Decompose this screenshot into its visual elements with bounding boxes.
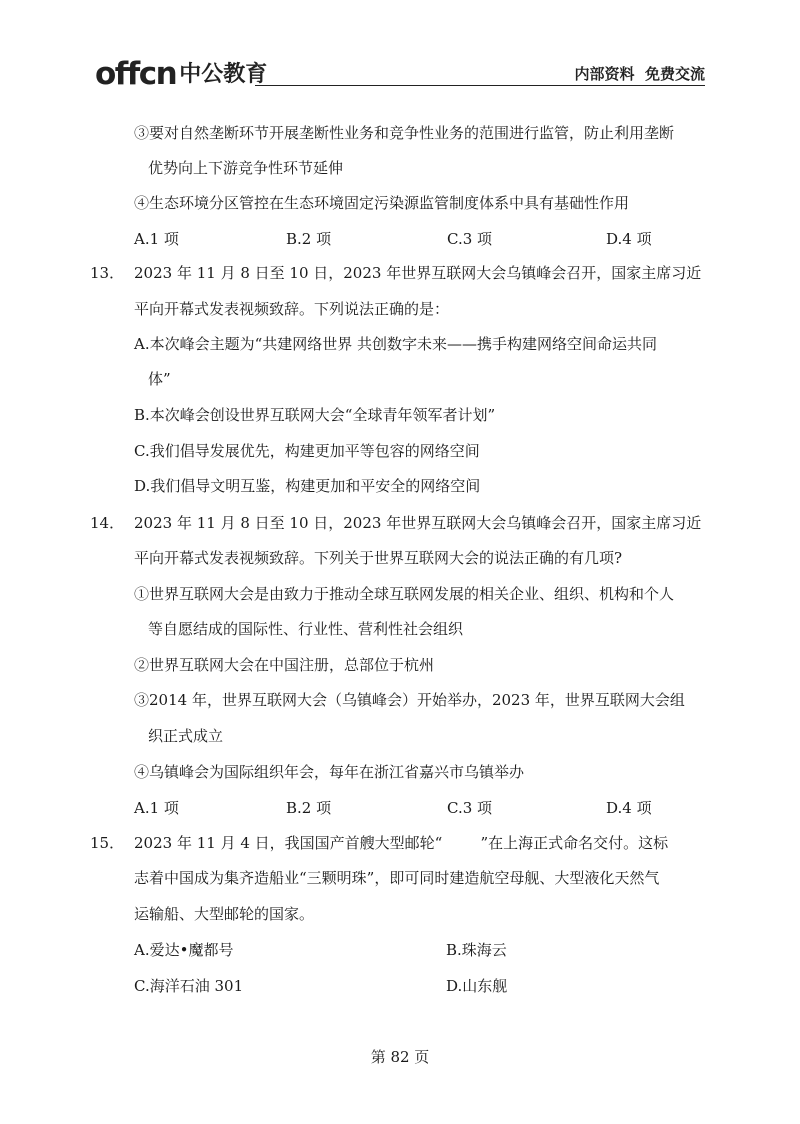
- q15-stem-line1: 2023 年 11 月 4 日，我国国产首艘大型邮轮“ ”在上海正式命名交付。这标: [134, 834, 669, 852]
- logo-english: offcn: [95, 56, 177, 92]
- q14-stem-line2: 平向开幕式发表视频致辞。下列关于世界互联网大会的说法正确的有几项?: [134, 549, 623, 567]
- q13-option-d: D.我们倡导文明互鉴，构建更加和平安全的网络空间: [134, 477, 481, 495]
- q15-option-d: D.山东舰: [446, 977, 508, 995]
- page-header: [95, 55, 705, 95]
- q14-item3-line2: 织正式成立: [148, 727, 224, 745]
- q15-option-a: A.爱达•魔都号: [134, 941, 234, 959]
- q12-item3-line2: 优势向上下游竞争性环节延伸: [148, 159, 344, 177]
- q14-item2: ②世界互联网大会在中国注册，总部位于杭州: [134, 656, 435, 674]
- offcn-logo: [95, 55, 268, 92]
- q14-option-d: D.4 项: [606, 799, 652, 817]
- q14-option-a: A.1 项: [134, 799, 179, 817]
- q15-stem-line3: 运输船、大型邮轮的国家。: [134, 905, 315, 923]
- q14-item1-line2: 等自愿结成的国际性、行业性、营利性社会组织: [148, 620, 464, 638]
- q13-option-a-line2: 体”: [148, 370, 171, 388]
- q15-option-b: B.珠海云: [446, 941, 507, 959]
- q12-option-c: C.3 项: [447, 230, 493, 248]
- q15-number: 15．: [90, 834, 125, 852]
- q14-item4: ④乌镇峰会为国际组织年会，每年在浙江省嘉兴市乌镇举办: [134, 763, 525, 781]
- q13-option-a-line1: A.本次峰会主题为“共建网络世界 共创数字未来——携手构建网络空间命运共同: [134, 335, 658, 353]
- q13-stem-line2: 平向开幕式发表视频致辞。下列说法正确的是：: [134, 300, 450, 318]
- header-tagline: 内部资料 免费交流: [574, 65, 705, 83]
- q14-item3-line1: ③2014 年，世界互联网大会（乌镇峰会）开始举办，2023 年，世界互联网大会组: [134, 691, 685, 709]
- q14-option-b: B.2 项: [286, 799, 332, 817]
- q14-option-c: C.3 项: [447, 799, 493, 817]
- q15-option-c: C.海洋石油 301: [134, 977, 244, 995]
- q13-number: 13．: [90, 264, 125, 282]
- q15-stem-line2: 志着中国成为集齐造船业“三颗明珠”，即可同时建造航空母舰、大型液化天然气: [134, 869, 660, 887]
- q12-item3-line1: ③要对自然垄断环节开展垄断性业务和竞争性业务的范围进行监管，防止利用垄断: [134, 124, 675, 142]
- q14-stem-line1: 2023 年 11 月 8 日至 10 日，2023 年世界互联网大会乌镇峰会召开，国家主席习近: [134, 514, 702, 532]
- header-rule: [255, 85, 705, 86]
- q12-option-a: A.1 项: [134, 230, 179, 248]
- page-number: 第 82 页: [370, 1048, 430, 1066]
- q13-option-b: B.本次峰会创设世界互联网大会“全球青年领军者计划”: [134, 406, 496, 424]
- q14-number: 14．: [90, 514, 125, 532]
- q12-option-b: B.2 项: [286, 230, 332, 248]
- q13-stem-line1: 2023 年 11 月 8 日至 10 日，2023 年世界互联网大会乌镇峰会召开，国家主席习近: [134, 264, 702, 282]
- logo-chinese: 中公教育: [179, 62, 268, 87]
- q12-option-d: D.4 项: [606, 230, 652, 248]
- q14-item1-line1: ①世界互联网大会是由致力于推动全球互联网发展的相关企业、组织、机构和个人: [134, 585, 675, 603]
- q13-option-c: C.我们倡导发展优先，构建更加平等包容的网络空间: [134, 442, 480, 460]
- q12-item4: ④生态环境分区管控在生态环境固定污染源监管制度体系中具有基础性作用: [134, 194, 630, 212]
